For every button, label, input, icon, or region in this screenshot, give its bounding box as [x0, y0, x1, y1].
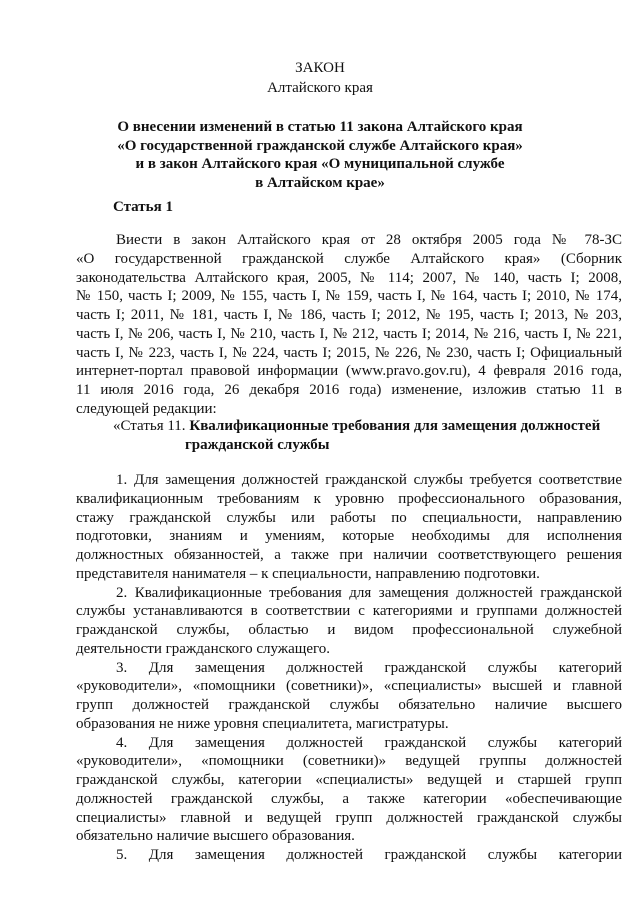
article-11-body: [76, 471, 622, 865]
article-1-paragraph: [76, 231, 622, 419]
article-11-title: Квалификационные требования для замещения должностей: [189, 418, 601, 434]
article-11-heading: [113, 417, 623, 455]
text-line: часть I, № 223, часть I, № 224, часть I; 2015, № 226, № 230, часть I; Официальный: [76, 344, 622, 361]
title-line: «О государственной гражданской службе Алтайского края»: [117, 137, 523, 154]
text-line: 5. Для замещения должностей гражданской службы категории: [116, 847, 622, 863]
text-line: 3. Для замещения должностей гражданской службы категорий: [116, 659, 622, 676]
text-line: законодательства Алтайского края, 2005, № 114; 2007, № 140, часть I; 2008,: [76, 269, 622, 286]
text-line: деятельности гражданского служащего.: [76, 640, 331, 657]
text-line: Виести в закон Алтайского края от 28 октября 2005 года № 78-ЗС: [116, 232, 622, 248]
text-line: подготовки, знаниям и умениям, которые необходимы для исполнения: [76, 528, 622, 545]
text-line: 4. Для замещения должностей гражданской службы категорий: [116, 734, 622, 751]
text-line: интернет-портал правовой информации (www.pravo.gov.ru), 4 февраля 2016 года,: [76, 363, 622, 380]
text-line: обязательно наличие высшего образования.: [76, 828, 355, 845]
document-region: Алтайского края: [267, 80, 373, 96]
text-line: 1. Для замещения должностей гражданской службы требуется соответствие: [116, 472, 622, 488]
text-line: № 150, часть I; 2009, № 155, часть I, № 159, часть I, № 164, часть I; 2010, № 174,: [76, 288, 622, 305]
text-line: гражданской службы, областью и видом профессиональной служебной: [76, 622, 622, 638]
text-line: групп должностей гражданской службы обязательно наличие высшего: [76, 697, 622, 713]
text-line: 2. Квалификационные требования для замещения должностей гражданской: [116, 584, 622, 601]
title-line: в Алтайском крае»: [255, 174, 385, 191]
article-1-heading: Статья 1: [113, 199, 173, 215]
text-line: часть I, № 206, часть I, № 210, часть I, № 212, часть I; 2014, № 216, часть I, № 221,: [76, 325, 622, 342]
text-line: стажу гражданской службы или работы по специальности, направлению: [76, 509, 622, 526]
text-line: 11 июля 2016 года, 26 декабря 2016 года) изменение, изложив статью 11 в: [76, 382, 622, 398]
text-line: образования не ниже уровня специалитета, магистратуры.: [76, 715, 449, 732]
text-line: представителя нанимателя – к специальности, направлению подготовки.: [76, 565, 540, 582]
text-line: гражданской службы, категории «специалисты» ведущей и старшей групп: [76, 772, 622, 788]
text-line: «руководители», «помощники (советники)» ведущей группы должностей: [76, 753, 622, 770]
text-line: следующей редакции:: [76, 400, 217, 417]
title-line: О внесении изменений в статью 11 закона Алтайского края: [117, 119, 523, 135]
text-line: «руководители», «помощники (советники)», «специалисты» высшей и главной: [76, 678, 622, 695]
article-11-title-cont: гражданской службы: [185, 437, 330, 453]
text-line: специалисты» главной и ведущей групп должностей гражданской службы: [76, 809, 622, 826]
text-line: службы устанавливаются в соответствии с категориями и группами должностей: [76, 603, 622, 620]
text-line: «О государственной гражданской службе Алтайского края» (Сборник: [76, 250, 622, 267]
text-line: должностных обязанностей, а также при наличии соответствующего решения: [76, 547, 622, 563]
text-line: часть I; 2011, № 181, часть I, № 186, часть I; 2012, № 195, часть I; 2013, № 203,: [76, 307, 622, 323]
document-type: ЗАКОН: [295, 60, 345, 76]
text-line: должностей гражданской службы, а также категории «обеспечивающие: [76, 790, 622, 807]
article-11-prefix: «Статья 11.: [113, 418, 186, 434]
text-line: квалификационным требованиям к уровню профессионального образования,: [76, 490, 622, 507]
document-title: [60, 118, 580, 192]
title-line: и в закон Алтайского края «О муниципальной службе: [135, 156, 505, 172]
